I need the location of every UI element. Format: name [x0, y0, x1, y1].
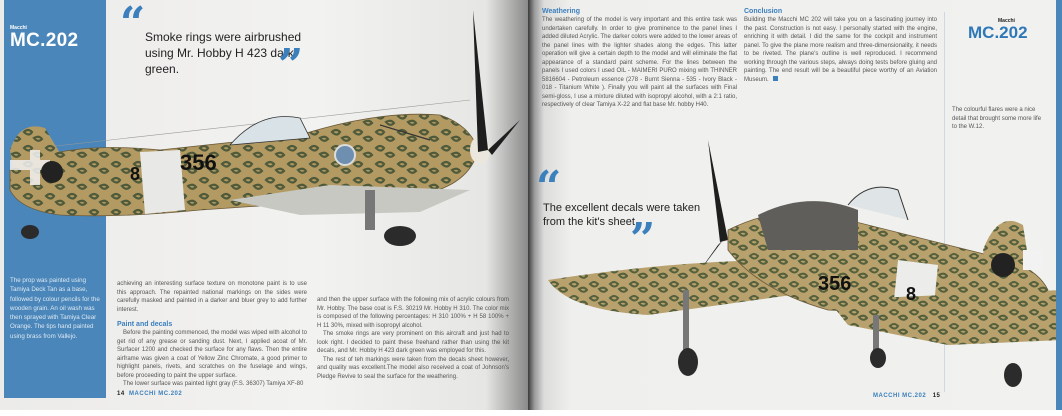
folio-title: MACCHI MC.202 — [873, 393, 927, 399]
pull-quote-right: The excellent decals were taken from the kit's sheet. — [543, 202, 701, 228]
right-page — [528, 0, 1062, 410]
left-page — [0, 0, 528, 410]
paragraph: The smoke rings are very prominent on this aircraft and just had to look right. I decided to paint these freehand rather than using the kit decals, and Mr. Hobby H 423 dark green was employed for this. — [317, 331, 509, 354]
open-quote-icon: “ — [536, 162, 562, 213]
aircraft-code-left: 356 — [180, 150, 217, 175]
aircraft-photo-right — [528, 140, 1062, 400]
section-heading-paint: Paint and decals — [117, 321, 173, 328]
section-heading-weathering: Weathering — [542, 8, 580, 15]
page-number: 15 — [932, 393, 941, 399]
aircraft-code-right: 356 — [818, 273, 852, 295]
blue-edge-stripe — [1056, 0, 1062, 410]
paragraph: The rest of teh markings were taken from the decals sheet however, and quality was excellent.The model also received a coat of Johnson's Pledge Revive to seal the surface for the weathering. — [317, 356, 509, 380]
pull-quote-left: Smoke rings were airbrushed using Mr. Hobby H 423 dark green. — [145, 30, 302, 76]
paragraph: and then the upper surface with the following mix of acrylic colours from Mr. Hobby. The base coat is F.S. 30219 Mr. Hobby H 310. The color mix is composed of the following percentages: H 310 100% + H 58 100% + H 11 30%, mixed with isopropyl alcohol. — [317, 297, 509, 329]
section-heading-conclusion: Conclusion — [744, 8, 783, 15]
paragraph: The lower surface was painted light gray (F.S. 36307) Tamiya XF-80 — [123, 381, 304, 387]
header-title-right: MC.202 — [968, 23, 1028, 42]
svg-text:8: 8 — [130, 164, 141, 184]
svg-text:8: 8 — [906, 284, 917, 304]
sidebar-caption-right: The colourful flares were a nice detail that brought some more life to the W.12. — [952, 107, 1042, 130]
header-kicker: Macchi — [10, 25, 27, 31]
folio-left — [117, 391, 182, 397]
close-quote-icon: ” — [630, 214, 656, 265]
end-mark-icon — [773, 76, 778, 81]
folio-title: MACCHI MC.202 — [129, 391, 183, 397]
close-quote-icon: ” — [278, 40, 304, 91]
header-kicker-right: Macchi — [998, 18, 1015, 24]
conclusion-paragraph: Building the Macchi MC 202 will take you on a fascinating journey into the past. Construction is not easy. I personally started with the engine, enriching it with detail. I did the same for the cockpit and instrument panel. To give the plane more realism and three-dimensionality, it needs to be riveted. The plane's outline is well reproduced. I recommend working through the various steps, always doing tests before gluing and painting. The end result will be a beautiful piece worthy of an Aviation Museum. — [744, 17, 937, 83]
paragraph: Before the painting commenced, the model was wiped with alcohol to get rid of any grease or sanding dust. Next, I applied acoat of Mr. Surfacer 1200 and checked the surface for any flaws. Then the entire airframe was given a coat of Yellow Zinc Chromate, a good primer to highlight panels, rivets, and scratches on the fuselage and wings, before proceeding to paint the upper surface. — [117, 330, 307, 379]
open-quote-icon: “ — [120, 0, 146, 49]
header-title: MC.202 — [10, 30, 79, 51]
page-number: 14 — [117, 391, 125, 397]
sidebar-caption-left: The prop was painted using Tamiya Deck Tan as a base, followed by colour pencils for the wooden grain. An oil wash was then sprayed with Tamiya Clear Orange. The tips hand painted using brass from Vallejo. — [10, 277, 100, 340]
folio-right — [873, 393, 940, 399]
weathering-paragraph: The weathering of the model is very important and this entire task was undertaken carefully. In order to give prominence to the panel lines I added diluted Acrylic. The darker colors were added to the lower areas of the panel lines with the lighter shades along the edges. This latter operation will give a certain depth to the model and will eliminate the flat appearance of a standard paint scheme. For the lines between the panels I used colors I used OIL - MAIMERI PURO mixing with THINNER 5816604 - Petroleum essence (278 - Burnt Sienna - 535 - Ivory Black - 018 - Titanium White ). Finally you will paint all the surfaces with Final semi-gloss, I use a mixture diluted with isopropyl alcohol, with a 2:1 ratio, respectively of clear Tamiya X-22 and flat base Mr. hobby H40. — [542, 17, 737, 108]
intro-paragraph: achieving an interesting surface texture on monotone paint is to use this approach. The repainted national markings on the sides were carefully masked and painted in a darker and bluer grey to add further interest. — [117, 281, 307, 313]
